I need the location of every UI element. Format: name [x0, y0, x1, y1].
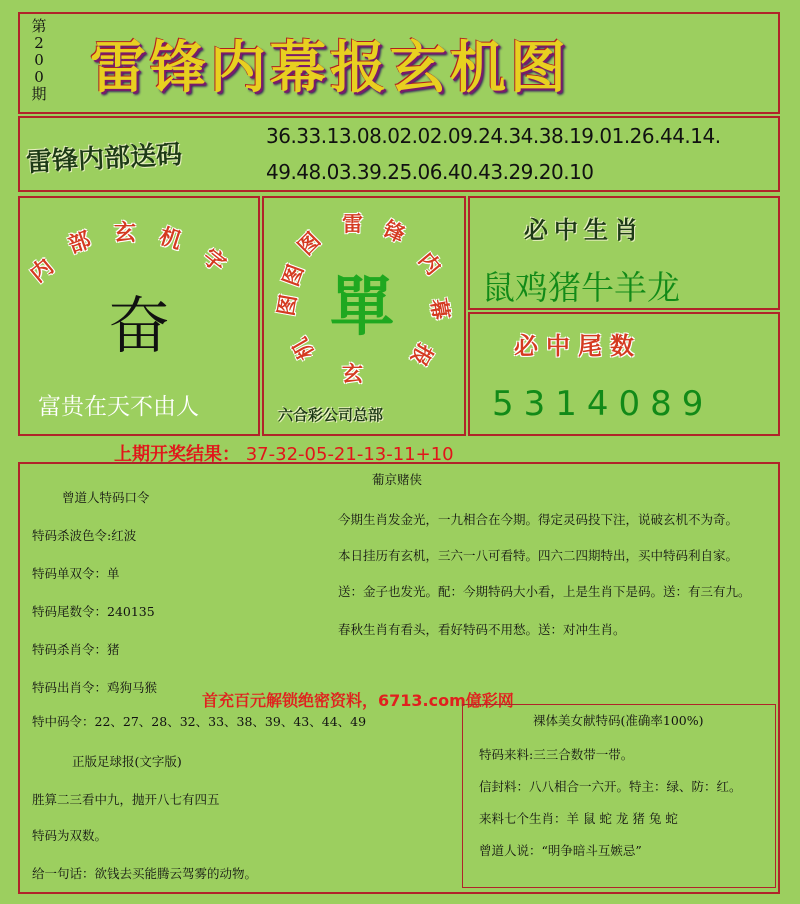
- issue-digit: 2: [34, 34, 44, 52]
- left-line: 特中码令：22、27、28、32、33、38、39、43、44、49: [32, 714, 367, 729]
- ring-char: 锋: [379, 215, 410, 248]
- left-heading: 曾道人特码口令: [62, 490, 150, 505]
- ring-char: 机: [286, 333, 320, 365]
- header-panel: [18, 12, 780, 114]
- arc-char: 部: [64, 226, 95, 259]
- left-line2: 胜算二三看中九，抛开八七有四五: [32, 792, 220, 807]
- last-result-value: 37-32-05-21-13-11+10: [245, 444, 454, 465]
- inner-line: 曾道人说：“明争暗斗互嫉忌”: [479, 843, 642, 858]
- secret-word-panel: [18, 196, 260, 436]
- fast-codes-label: 雷锋内部送码: [25, 139, 183, 179]
- inner-heading: 裸体美女献特码(准确率100%): [533, 713, 704, 728]
- left-line2: 给一句话：欲钱去买能腾云驾雾的动物。: [32, 866, 258, 881]
- ring-char: 图: [277, 261, 309, 290]
- ring-char: 报: [405, 339, 439, 371]
- right-heading: 葡京赌侠: [372, 472, 423, 487]
- left-subheading: 正版足球报(文字版): [72, 754, 182, 769]
- center-panel: [262, 196, 466, 436]
- fast-codes-line1: 36.33.13.08.02.02.09.24.34.38.19.01.26.44.14.: [266, 124, 721, 148]
- ring-char: 图: [272, 292, 302, 318]
- last-result-label: 上期开奖结果：: [114, 444, 240, 465]
- zodiac-values: 鼠鸡猪牛羊龙: [482, 268, 680, 307]
- left-line: 特码单双令：单: [32, 566, 120, 581]
- secret-phrase: 富贵在天不由人: [38, 394, 199, 420]
- zodiac-panel: [468, 196, 780, 310]
- right-line: 春秋生肖有看头，看好特码不用愁。送：对冲生肖。: [338, 622, 626, 637]
- inner-line: 来料七个生肖：羊 鼠 蛇 龙 猪 兔 蛇: [479, 811, 678, 826]
- page-title: 雷锋内幕报玄机图: [90, 35, 570, 101]
- fast-codes-panel: [18, 116, 780, 192]
- right-line: 今期生肖发金光，一九相合在今期。得定灵码投下注，说破玄机不为奇。: [338, 512, 739, 527]
- inner-panel: [462, 704, 776, 888]
- bottom-panel: [18, 462, 780, 894]
- issue-number: [26, 18, 52, 103]
- inner-line: 信封料：八八相合一六开。特主：绿、防：红。: [479, 779, 742, 794]
- issue-digit: 0: [34, 51, 44, 69]
- issue-char: 期: [31, 85, 47, 103]
- center-big-char: 單: [330, 270, 394, 345]
- ring-char: 雷: [342, 211, 363, 236]
- center-footer: 六合彩公司总部: [278, 406, 384, 424]
- ring-char: 图: [292, 227, 326, 260]
- arc-char: 字: [197, 243, 231, 278]
- tail-panel: [468, 312, 780, 436]
- ring-char: 幕: [425, 296, 455, 322]
- ad-banner-link[interactable]: 首充百元解锁绝密资料，6713.com億彩网: [202, 691, 514, 710]
- left-line2: 特码为双数。: [32, 828, 108, 843]
- tail-title: 必中尾数: [514, 331, 642, 360]
- left-line: 特码尾数令：240135: [32, 604, 155, 619]
- secret-word: 奋: [108, 289, 171, 362]
- arc-char: 机: [156, 223, 186, 255]
- tail-values: 5314089: [492, 384, 714, 424]
- arc-char: 内: [25, 253, 59, 288]
- right-line: 本日挂历有玄机，三六一八可看特。四六二四期特出，买中特码利自家。: [338, 548, 739, 563]
- ring-char: 玄: [342, 361, 363, 386]
- left-line: 特码出肖令：鸡狗马猴: [32, 680, 158, 695]
- left-line: 特码杀肖令：猪: [32, 642, 120, 657]
- ring-char: 内: [413, 247, 447, 280]
- inner-line: 特码来料:三三合数带一带。: [479, 747, 634, 762]
- fast-codes-line2: 49.48.03.39.25.06.40.43.29.20.10: [266, 160, 594, 184]
- right-line: 送：金子也发光。配：今期特码大小看，上是生肖下是码。送：有三有九。: [338, 584, 751, 599]
- issue-char: 第: [31, 17, 47, 35]
- issue-digit: 0: [34, 68, 44, 86]
- zodiac-title: 必中生肖: [524, 215, 644, 244]
- left-line: 特码杀波色令:红波: [32, 528, 137, 543]
- arc-char: 玄: [114, 220, 137, 246]
